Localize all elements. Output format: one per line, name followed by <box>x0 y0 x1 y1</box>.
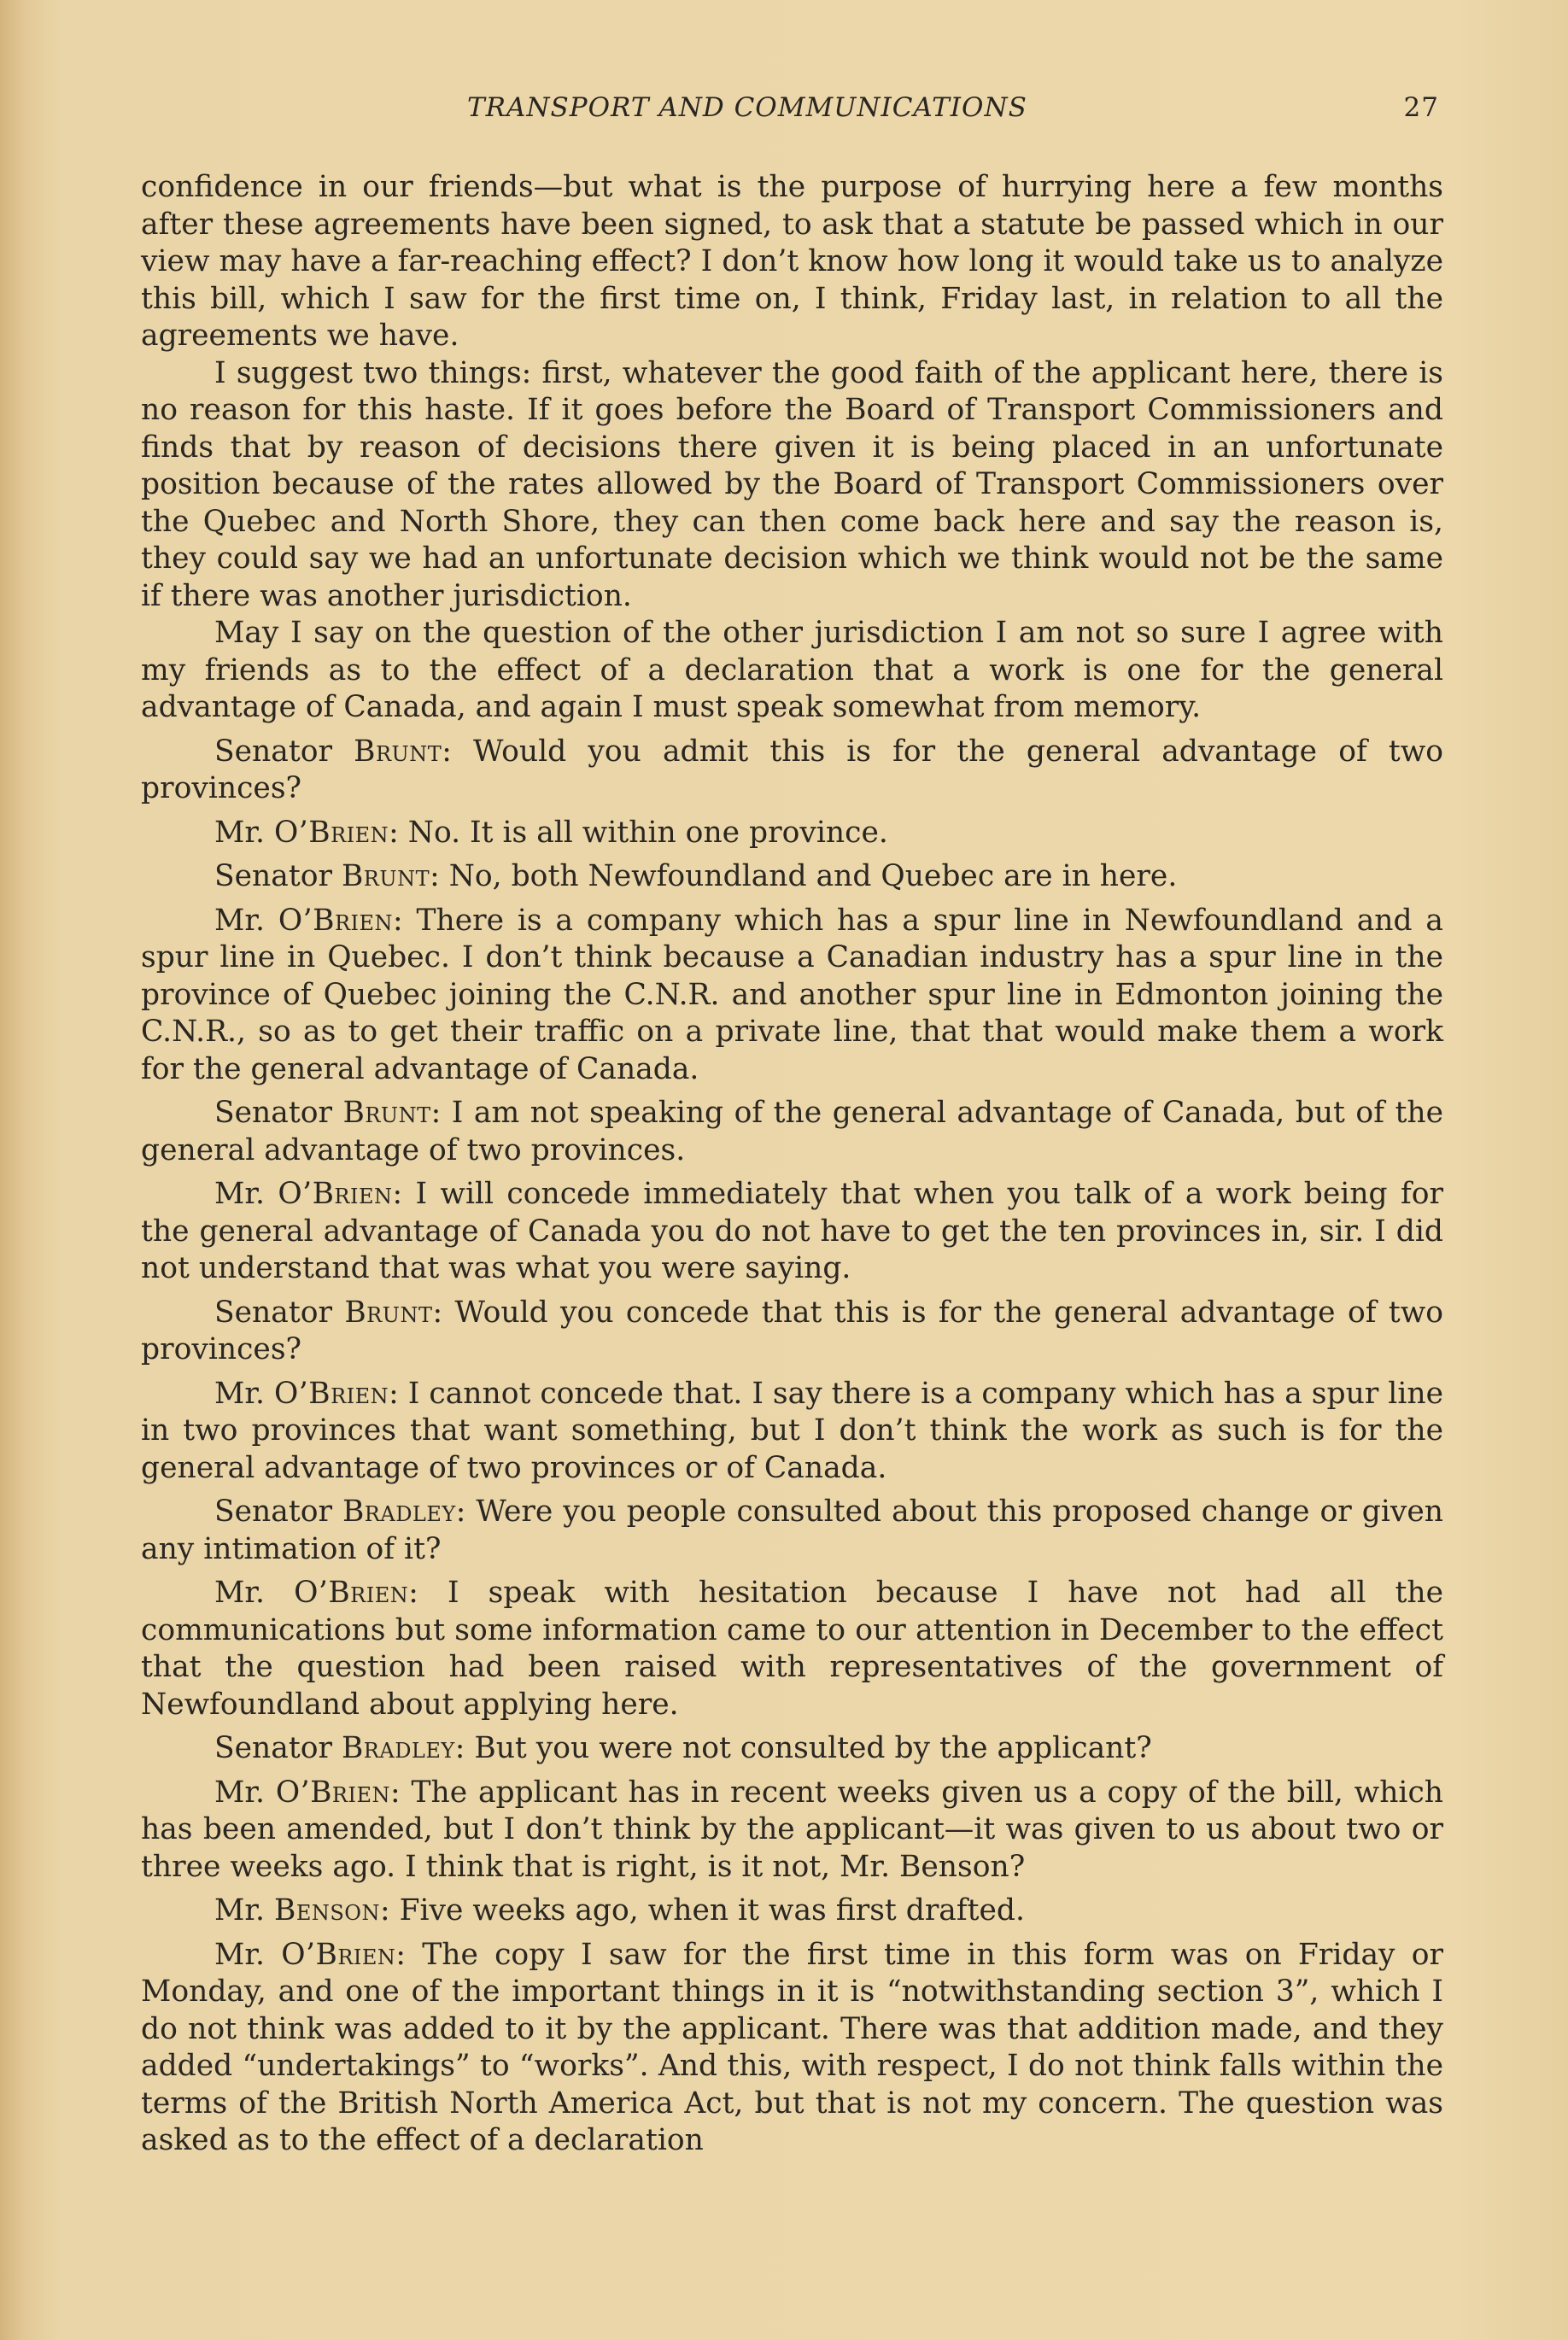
speaker-name: Brunt <box>344 1295 433 1330</box>
speaker-name: O’Brien <box>273 1376 389 1411</box>
speaker-paragraph: Mr. O’Brien: I cannot concede that. I say there is a company which has a spur line in two provinces that want something, but I don’t think the work as such is for the general advantage of two provinces or of Canada. <box>141 1376 1443 1485</box>
speaker-title: Senator <box>214 1096 332 1130</box>
speaker-name: O’Brien <box>278 903 394 938</box>
speech-text: I am not speaking of the general advantage of Canada, but of the general advantage of two provinces. <box>141 1096 1443 1167</box>
speaker-name: Bradley <box>341 1731 455 1765</box>
speaker-title: Mr. <box>214 1775 265 1810</box>
speaker-paragraph: Senator Brunt: No, both Newfoundland and Quebec are in here. <box>214 859 1178 893</box>
speech-text: I will concede immediately that when you talk of a work being for the general advantage of Canada you do not have to get the ten provinces in, sir. I did not understand that was what you were saying. <box>141 1177 1443 1285</box>
speaker-paragraph: Senator Bradley: But you were not consulted by the applicant? <box>214 1731 1152 1765</box>
speaker-title: Senator <box>214 1295 332 1330</box>
speaker-paragraph: Mr. O’Brien: There is a company which has a spur line in Newfoundland and a spur line in Quebec. I don’t think because a Canadian industry has a spur line in the province of Quebec joining the C.N.R. and another spur line in Edmonton joining the C.N.R., so as to get their traffic on a private line, that that would make them a work for the general advantage of Canada. <box>141 903 1443 1086</box>
speaker-paragraph: Mr. Benson: Five weeks ago, when it was first drafted. <box>214 1893 1025 1928</box>
speech-text: The applicant has in recent weeks given us a copy of the bill, which has been amended, but I don’t think by the applicant—it was given to us about two or three weeks ago. I think that is right, is it not, Mr. Benson? <box>141 1775 1443 1884</box>
paragraph: confidence in our friends—but what is the purpose of hurrying here a few months after these agreements have been signed, to ask that a statute be passed which in our view may have a far-reaching effect? I don’t know how long it would take us to analyze this bill, which I saw for the first time on, I think, Friday last, in relation to all the agreements we have. <box>141 170 1443 353</box>
speech-text: No, both Newfoundland and Quebec are in here. <box>448 859 1178 893</box>
speaker-paragraph: Mr. O’Brien: The applicant has in recent weeks given us a copy of the bill, which has been amended, but I don’t think by the applicant—it was given to us about two or three weeks ago. I think that is right, is it not, Mr. Benson? <box>141 1775 1443 1884</box>
speaker-title: Mr. <box>214 1893 265 1928</box>
body-text <box>141 169 1443 2160</box>
speaker-name: O’Brien <box>275 1775 391 1810</box>
speaker-paragraph: Mr. O’Brien: I will concede immediately that when you talk of a work being for the general advantage of Canada you do not have to get the ten provinces in, sir. I did not understand that was what you were saying. <box>141 1177 1443 1285</box>
speech-text: No. It is all within one province. <box>407 815 888 850</box>
paragraph: May I say on the question of the other jurisdiction I am not so sure I agree with my friends as to the effect of a declaration that a work is one for the general advantage of Canada, and again I must speak somewhat from memory. <box>141 616 1443 724</box>
speaker-name: O’Brien <box>278 1177 393 1211</box>
speech-text: I speak with hesitation because I have not had all the communications but some information came to our attention in December to the effect that the question had been raised with representatives of the government of Newfoundland about applying here. <box>141 1576 1444 1722</box>
speaker-title: Senator <box>214 859 332 893</box>
speaker-title: Senator <box>214 1495 332 1529</box>
paragraph: I suggest two things: first, whatever the good faith of the applicant here, there is no reason for this haste. If it goes before the Board of Transport Commissioners and finds that by reason of decisions there given it is being placed in an unfortunate position because of the rates allowed by the Board of Transport Commissioners over the Quebec and North Shore, they can then come back here and say the reason is, they could say we had an unfortunate decision which we think would not be the same if there was another jurisdiction. <box>141 355 1443 613</box>
speaker-name: Brunt <box>341 859 430 893</box>
page-number: 27 <box>1403 92 1439 123</box>
speaker-paragraph: Mr. O’Brien: The copy I saw for the first time in this form was on Friday or Monday, and one of the important things in it is “notwithstanding section 3”, which I do not think was added to it by the applicant. There was that addition made, and they added “undertakings” to “works”. And this, with respect, I do not think falls within the terms of the British North America Act, but that is not my concern. The question was asked as to the effect of a declaration <box>141 1937 1444 2157</box>
speaker-title: Senator <box>214 1731 332 1765</box>
speaker-title: Mr. <box>214 1177 265 1211</box>
speaker-paragraph: Senator Brunt: I am not speaking of the general advantage of Canada, but of the general advantage of two provinces. <box>141 1096 1443 1167</box>
speech-text: The copy I saw for the first time in this form was on Friday or Monday, and one of the important things in it is “notwithstanding section 3”, which I do not think was added to it by the applicant. There was that addition made, and they added “undertakings” to “works”. And this, with respect, I do not think falls within the terms of the British North America Act, but that is not my concern. The question was asked as to the effect of a declaration <box>141 1937 1444 2157</box>
speaker-title: Mr. <box>214 1937 265 1972</box>
speaker-title: Mr. <box>214 815 265 850</box>
speaker-title: Mr. <box>214 903 265 938</box>
speaker-title: Senator <box>214 734 332 769</box>
speaker-name: O’Brien <box>273 815 389 850</box>
speaker-name: Brunt <box>354 734 442 769</box>
speaker-paragraph: Mr. O’Brien: I speak with hesitation because I have not had all the communications but some information came to our attention in December to the effect that the question had been raised with representatives of the government of Newfoundland about applying here. <box>141 1576 1444 1722</box>
speech-text: Would you admit this is for the general advantage of two provinces? <box>141 734 1444 805</box>
speech-text: I cannot concede that. I say there is a company which has a spur line in two provinces that want something, but I don’t think the work as such is for the general advantage of two provinces or of Canada. <box>141 1376 1443 1485</box>
speaker-name: O’Brien <box>281 1937 396 1972</box>
speaker-title: Mr. <box>214 1576 265 1610</box>
running-title: TRANSPORT AND COMMUNICATIONS <box>467 92 1027 123</box>
speaker-paragraph: Senator Brunt: Would you admit this is for the general advantage of two provinces? <box>141 734 1444 805</box>
speaker-paragraph: Senator Bradley: Were you people consulted about this proposed change or given any intimation of it? <box>141 1495 1443 1566</box>
speaker-paragraph: Mr. O’Brien: No. It is all within one province. <box>214 815 888 850</box>
speech-text: Five weeks ago, when it was first drafted. <box>399 1893 1025 1928</box>
speaker-name: Benson <box>273 1893 380 1928</box>
speaker-name: Bradley <box>342 1495 456 1529</box>
speaker-paragraph: Senator Brunt: Would you concede that this is for the general advantage of two provinces? <box>141 1295 1444 1366</box>
speech-text: There is a company which has a spur line in Newfoundland and a spur line in Quebec. I don’t think because a Canadian industry has a spur line in the province of Quebec joining the C.N.R. and another spur line in Edmonton joining the C.N.R., so as to get their traffic on a private line, that that would make them a work for the general advantage of Canada. <box>141 903 1443 1086</box>
speech-text: But you were not consulted by the applicant? <box>474 1731 1152 1765</box>
speaker-name: O’Brien <box>294 1576 409 1610</box>
speech-text: Would you concede that this is for the general advantage of two provinces? <box>141 1295 1444 1366</box>
speaker-title: Mr. <box>214 1376 265 1411</box>
speech-text: Were you people consulted about this proposed change or given any intimation of it? <box>141 1495 1443 1566</box>
speaker-name: Brunt <box>342 1096 431 1130</box>
